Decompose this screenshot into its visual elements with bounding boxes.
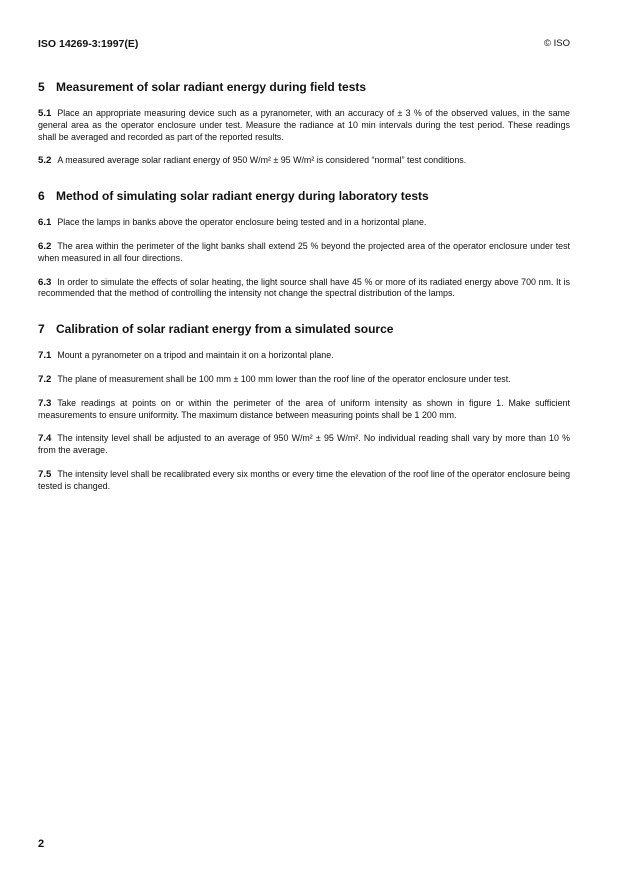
clause-number: 5.2 bbox=[38, 155, 52, 167]
clause-number: 7.4 bbox=[38, 433, 52, 445]
clause-number: 7.3 bbox=[38, 397, 52, 409]
section-number: 7 bbox=[38, 322, 45, 337]
section-heading bbox=[38, 322, 570, 336]
clause-number: 7.5 bbox=[38, 468, 52, 480]
clause-text: The intensity level shall be recalibrated every six months or every time the elevation of the roof line of the operator enclosure being tested is changed. bbox=[38, 468, 570, 491]
section-title: Calibration of solar radiant energy from a simulated source bbox=[56, 322, 394, 337]
clause-6-1 bbox=[38, 217, 570, 229]
page-number: 2 bbox=[38, 838, 45, 850]
clause-text: In order to simulate the effects of solar heating, the light source shall have 45 % or more of its radiated energy above 700 nm. It is recommended that the method of controlling the intensity not change the spectral distribution of the lamps. bbox=[38, 276, 570, 299]
section-6 bbox=[38, 189, 570, 300]
clause-text: A measured average solar radiant energy of 950 W/m² ± 95 W/m² is considered “normal” test conditions. bbox=[57, 155, 467, 166]
clause-number: 6.2 bbox=[38, 240, 52, 252]
clause-text: Take readings at points on or within the perimeter of the area of uniform intensity as shown in figure 1. Make sufficient measurements to ensure uniformity. The maximum distance between measuring points shall be 1 200 mm. bbox=[38, 397, 570, 420]
section-title: Measurement of solar radiant energy during field tests bbox=[56, 80, 367, 94]
clause-6-3 bbox=[38, 277, 570, 301]
clause-text: The intensity level shall be adjusted to an average of 950 W/m² ± 95 W/m². No individual reading shall vary by more than 10 % from the average. bbox=[38, 433, 570, 456]
clause-5-2 bbox=[38, 155, 570, 167]
section-number: 6 bbox=[38, 189, 45, 204]
clause-number: 7.1 bbox=[38, 350, 52, 362]
document-id: ISO 14269-3:1997(E) bbox=[38, 38, 139, 50]
clause-text: The area within the perimeter of the light banks shall extend 25 % beyond the projected area of the operator enclosure under test when measured in all four directions. bbox=[38, 240, 570, 263]
clause-7-5 bbox=[38, 469, 570, 493]
clause-text: Mount a pyranometer on a tripod and maintain it on a horizontal plane. bbox=[57, 350, 334, 361]
clause-number: 6.3 bbox=[38, 276, 52, 288]
section-7 bbox=[38, 322, 570, 492]
copyright-mark: © ISO bbox=[543, 38, 570, 49]
clause-6-2 bbox=[38, 241, 570, 265]
clause-5-1 bbox=[38, 108, 570, 143]
section-heading bbox=[38, 189, 570, 203]
section-heading bbox=[38, 80, 570, 94]
clause-number: 5.1 bbox=[38, 108, 52, 119]
clause-7-2 bbox=[38, 374, 570, 386]
clause-text: Place an appropriate measuring device such as a pyranometer, with an accuracy of ± 3 % of the observed values, in the same general area as the operator enclosure under test. Measure the radiance at 10 min intervals during the test period. These readings shall be averaged and recorded as part of the reported results. bbox=[38, 108, 570, 142]
clause-7-1 bbox=[38, 350, 570, 362]
clause-number: 7.2 bbox=[38, 373, 52, 385]
clause-number: 6.1 bbox=[38, 217, 52, 229]
clause-text: The plane of measurement shall be 100 mm ± 100 mm lower than the roof line of the operator enclosure under test. bbox=[57, 373, 511, 384]
document-body bbox=[38, 80, 570, 515]
section-title: Method of simulating solar radiant energy during laboratory tests bbox=[56, 189, 429, 204]
clause-7-3 bbox=[38, 398, 570, 422]
section-number: 5 bbox=[38, 80, 45, 94]
clause-7-4 bbox=[38, 433, 570, 457]
section-5 bbox=[38, 80, 570, 167]
clause-text: Place the lamps in banks above the operator enclosure being tested and in a horizontal plane. bbox=[57, 217, 427, 228]
